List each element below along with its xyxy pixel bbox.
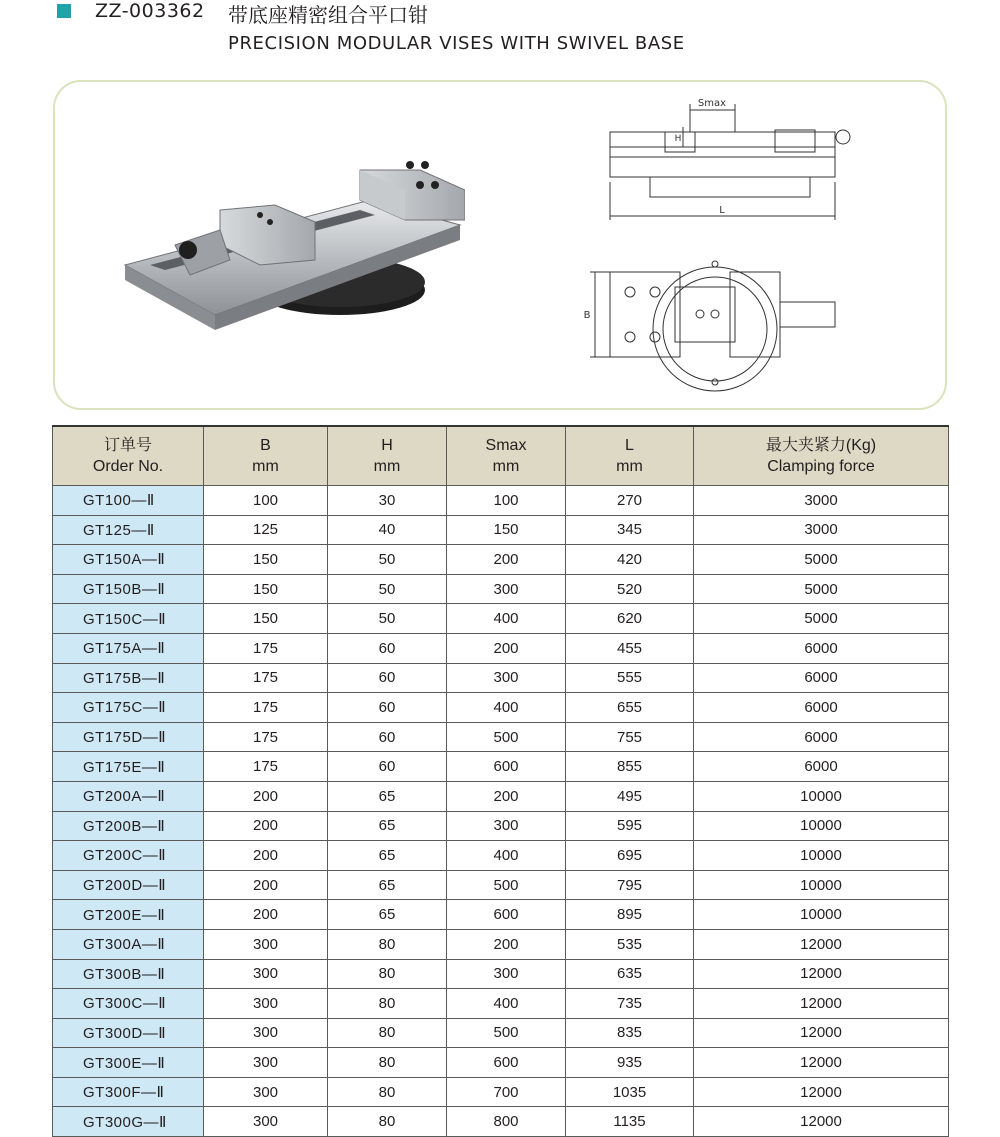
table-row — [53, 929, 949, 959]
b-cell: 300 — [204, 1107, 328, 1137]
order-no-cell: GT300C—Ⅱ — [53, 989, 204, 1019]
table-row — [53, 1048, 949, 1078]
table-row — [53, 989, 949, 1019]
label-l: L — [719, 205, 725, 216]
h-cell: 80 — [328, 989, 447, 1019]
product-code: ZZ-003362 — [95, 0, 205, 22]
order-no-cell: GT300F—Ⅱ — [53, 1077, 204, 1107]
l-cell: 635 — [566, 959, 694, 989]
clamping-force-cell: 5000 — [694, 574, 949, 604]
table-row — [53, 870, 949, 900]
order-no-cell: GT200A—Ⅱ — [53, 781, 204, 811]
smax-cell: 300 — [447, 811, 566, 841]
l-cell: 835 — [566, 1018, 694, 1048]
b-cell: 200 — [204, 811, 328, 841]
smax-cell: 500 — [447, 1018, 566, 1048]
header-order-no: 订单号 Order No. — [53, 426, 204, 486]
h-cell: 65 — [328, 811, 447, 841]
l-cell: 455 — [566, 633, 694, 663]
l-cell: 620 — [566, 604, 694, 634]
spec-table — [52, 425, 949, 1137]
label-h: H — [674, 134, 682, 144]
header-clamping-force: 最大夹紧力(Kg) Clamping force — [694, 426, 949, 486]
clamping-force-cell: 12000 — [694, 929, 949, 959]
label-b: B — [583, 310, 591, 321]
clamping-force-cell: 12000 — [694, 1048, 949, 1078]
order-no-cell: GT175C—Ⅱ — [53, 693, 204, 723]
h-cell: 60 — [328, 693, 447, 723]
b-cell: 300 — [204, 929, 328, 959]
clamping-force-cell: 12000 — [694, 989, 949, 1019]
table-row — [53, 1077, 949, 1107]
label-smax: Smax — [697, 98, 727, 109]
h-cell: 65 — [328, 900, 447, 930]
header-b: B mm — [204, 426, 328, 486]
h-cell: 60 — [328, 752, 447, 782]
smax-cell: 100 — [447, 486, 566, 516]
clamping-force-cell: 12000 — [694, 1018, 949, 1048]
h-cell: 80 — [328, 1018, 447, 1048]
table-row — [53, 633, 949, 663]
l-cell: 270 — [566, 486, 694, 516]
smax-cell: 200 — [447, 781, 566, 811]
l-cell: 595 — [566, 811, 694, 841]
smax-cell: 500 — [447, 722, 566, 752]
h-cell: 50 — [328, 604, 447, 634]
clamping-force-cell: 6000 — [694, 663, 949, 693]
clamping-force-cell: 10000 — [694, 870, 949, 900]
order-no-cell: GT150C—Ⅱ — [53, 604, 204, 634]
clamping-force-cell: 6000 — [694, 752, 949, 782]
order-no-cell: GT175A—Ⅱ — [53, 633, 204, 663]
smax-cell: 400 — [447, 989, 566, 1019]
order-no-cell: GT150A—Ⅱ — [53, 545, 204, 575]
l-cell: 735 — [566, 989, 694, 1019]
b-cell: 175 — [204, 693, 328, 723]
smax-cell: 600 — [447, 900, 566, 930]
h-cell: 60 — [328, 663, 447, 693]
order-no-cell: GT200E—Ⅱ — [53, 900, 204, 930]
smax-cell: 200 — [447, 633, 566, 663]
smax-cell: 600 — [447, 1048, 566, 1078]
smax-cell: 400 — [447, 604, 566, 634]
b-cell: 300 — [204, 1077, 328, 1107]
smax-cell: 600 — [447, 752, 566, 782]
table-row — [53, 486, 949, 516]
h-cell: 50 — [328, 545, 447, 575]
smax-cell: 800 — [447, 1107, 566, 1137]
clamping-force-cell: 6000 — [694, 693, 949, 723]
table-row — [53, 752, 949, 782]
table-row — [53, 959, 949, 989]
b-cell: 175 — [204, 663, 328, 693]
l-cell: 555 — [566, 663, 694, 693]
table-row — [53, 663, 949, 693]
l-cell: 345 — [566, 515, 694, 545]
smax-cell: 400 — [447, 841, 566, 871]
table-row — [53, 811, 949, 841]
order-no-cell: GT200D—Ⅱ — [53, 870, 204, 900]
b-cell: 200 — [204, 841, 328, 871]
l-cell: 495 — [566, 781, 694, 811]
table-row — [53, 693, 949, 723]
b-cell: 300 — [204, 1018, 328, 1048]
order-no-cell: GT300G—Ⅱ — [53, 1107, 204, 1137]
h-cell: 80 — [328, 1107, 447, 1137]
clamping-force-cell: 6000 — [694, 633, 949, 663]
smax-cell: 300 — [447, 574, 566, 604]
clamping-force-cell: 10000 — [694, 811, 949, 841]
technical-drawing — [575, 92, 865, 397]
order-no-cell: GT200C—Ⅱ — [53, 841, 204, 871]
clamping-force-cell: 12000 — [694, 1107, 949, 1137]
b-cell: 300 — [204, 1048, 328, 1078]
header-h: H mm — [328, 426, 447, 486]
l-cell: 535 — [566, 929, 694, 959]
l-cell: 795 — [566, 870, 694, 900]
header-marker — [57, 4, 71, 18]
clamping-force-cell: 3000 — [694, 515, 949, 545]
b-cell: 175 — [204, 722, 328, 752]
order-no-cell: GT175B—Ⅱ — [53, 663, 204, 693]
l-cell: 1035 — [566, 1077, 694, 1107]
smax-cell: 150 — [447, 515, 566, 545]
b-cell: 125 — [204, 515, 328, 545]
smax-cell: 300 — [447, 959, 566, 989]
clamping-force-cell: 5000 — [694, 545, 949, 575]
table-row — [53, 574, 949, 604]
b-cell: 300 — [204, 989, 328, 1019]
b-cell: 175 — [204, 752, 328, 782]
l-cell: 755 — [566, 722, 694, 752]
smax-cell: 700 — [447, 1077, 566, 1107]
l-cell: 935 — [566, 1048, 694, 1078]
h-cell: 30 — [328, 486, 447, 516]
b-cell: 300 — [204, 959, 328, 989]
clamping-force-cell: 12000 — [694, 1077, 949, 1107]
table-row — [53, 604, 949, 634]
header-l: L mm — [566, 426, 694, 486]
table-row — [53, 515, 949, 545]
clamping-force-cell: 3000 — [694, 486, 949, 516]
order-no-cell: GT100—Ⅱ — [53, 486, 204, 516]
b-cell: 100 — [204, 486, 328, 516]
title-chinese: 带底座精密组合平口钳 — [228, 3, 428, 27]
order-no-cell: GT300E—Ⅱ — [53, 1048, 204, 1078]
vise-photo — [120, 150, 465, 330]
h-cell: 80 — [328, 959, 447, 989]
order-no-cell: GT300D—Ⅱ — [53, 1018, 204, 1048]
h-cell: 50 — [328, 574, 447, 604]
b-cell: 175 — [204, 633, 328, 663]
table-row — [53, 722, 949, 752]
header-smax: Smax mm — [447, 426, 566, 486]
order-no-cell: GT200B—Ⅱ — [53, 811, 204, 841]
l-cell: 520 — [566, 574, 694, 604]
h-cell: 80 — [328, 1048, 447, 1078]
order-no-cell: GT150B—Ⅱ — [53, 574, 204, 604]
clamping-force-cell: 5000 — [694, 604, 949, 634]
b-cell: 150 — [204, 574, 328, 604]
clamping-force-cell: 10000 — [694, 900, 949, 930]
table-row — [53, 900, 949, 930]
clamping-force-cell: 10000 — [694, 781, 949, 811]
h-cell: 40 — [328, 515, 447, 545]
table-row — [53, 1107, 949, 1137]
h-cell: 60 — [328, 722, 447, 752]
b-cell: 150 — [204, 604, 328, 634]
l-cell: 420 — [566, 545, 694, 575]
order-no-cell: GT175D—Ⅱ — [53, 722, 204, 752]
l-cell: 1135 — [566, 1107, 694, 1137]
smax-cell: 300 — [447, 663, 566, 693]
l-cell: 695 — [566, 841, 694, 871]
table-row — [53, 841, 949, 871]
table-row — [53, 545, 949, 575]
order-no-cell: GT175E—Ⅱ — [53, 752, 204, 782]
l-cell: 655 — [566, 693, 694, 723]
order-no-cell: GT300B—Ⅱ — [53, 959, 204, 989]
l-cell: 855 — [566, 752, 694, 782]
table-row — [53, 1018, 949, 1048]
clamping-force-cell: 6000 — [694, 722, 949, 752]
b-cell: 200 — [204, 870, 328, 900]
order-no-cell: GT125—Ⅱ — [53, 515, 204, 545]
l-cell: 895 — [566, 900, 694, 930]
title-english: PRECISION MODULAR VISES WITH SWIVEL BASE — [228, 33, 685, 54]
table-header-row — [53, 426, 949, 486]
h-cell: 80 — [328, 1077, 447, 1107]
b-cell: 200 — [204, 781, 328, 811]
h-cell: 65 — [328, 870, 447, 900]
b-cell: 200 — [204, 900, 328, 930]
h-cell: 60 — [328, 633, 447, 663]
smax-cell: 500 — [447, 870, 566, 900]
h-cell: 65 — [328, 841, 447, 871]
smax-cell: 200 — [447, 929, 566, 959]
table-row — [53, 781, 949, 811]
b-cell: 150 — [204, 545, 328, 575]
h-cell: 80 — [328, 929, 447, 959]
smax-cell: 400 — [447, 693, 566, 723]
clamping-force-cell: 10000 — [694, 841, 949, 871]
clamping-force-cell: 12000 — [694, 959, 949, 989]
order-no-cell: GT300A—Ⅱ — [53, 929, 204, 959]
smax-cell: 200 — [447, 545, 566, 575]
h-cell: 65 — [328, 781, 447, 811]
